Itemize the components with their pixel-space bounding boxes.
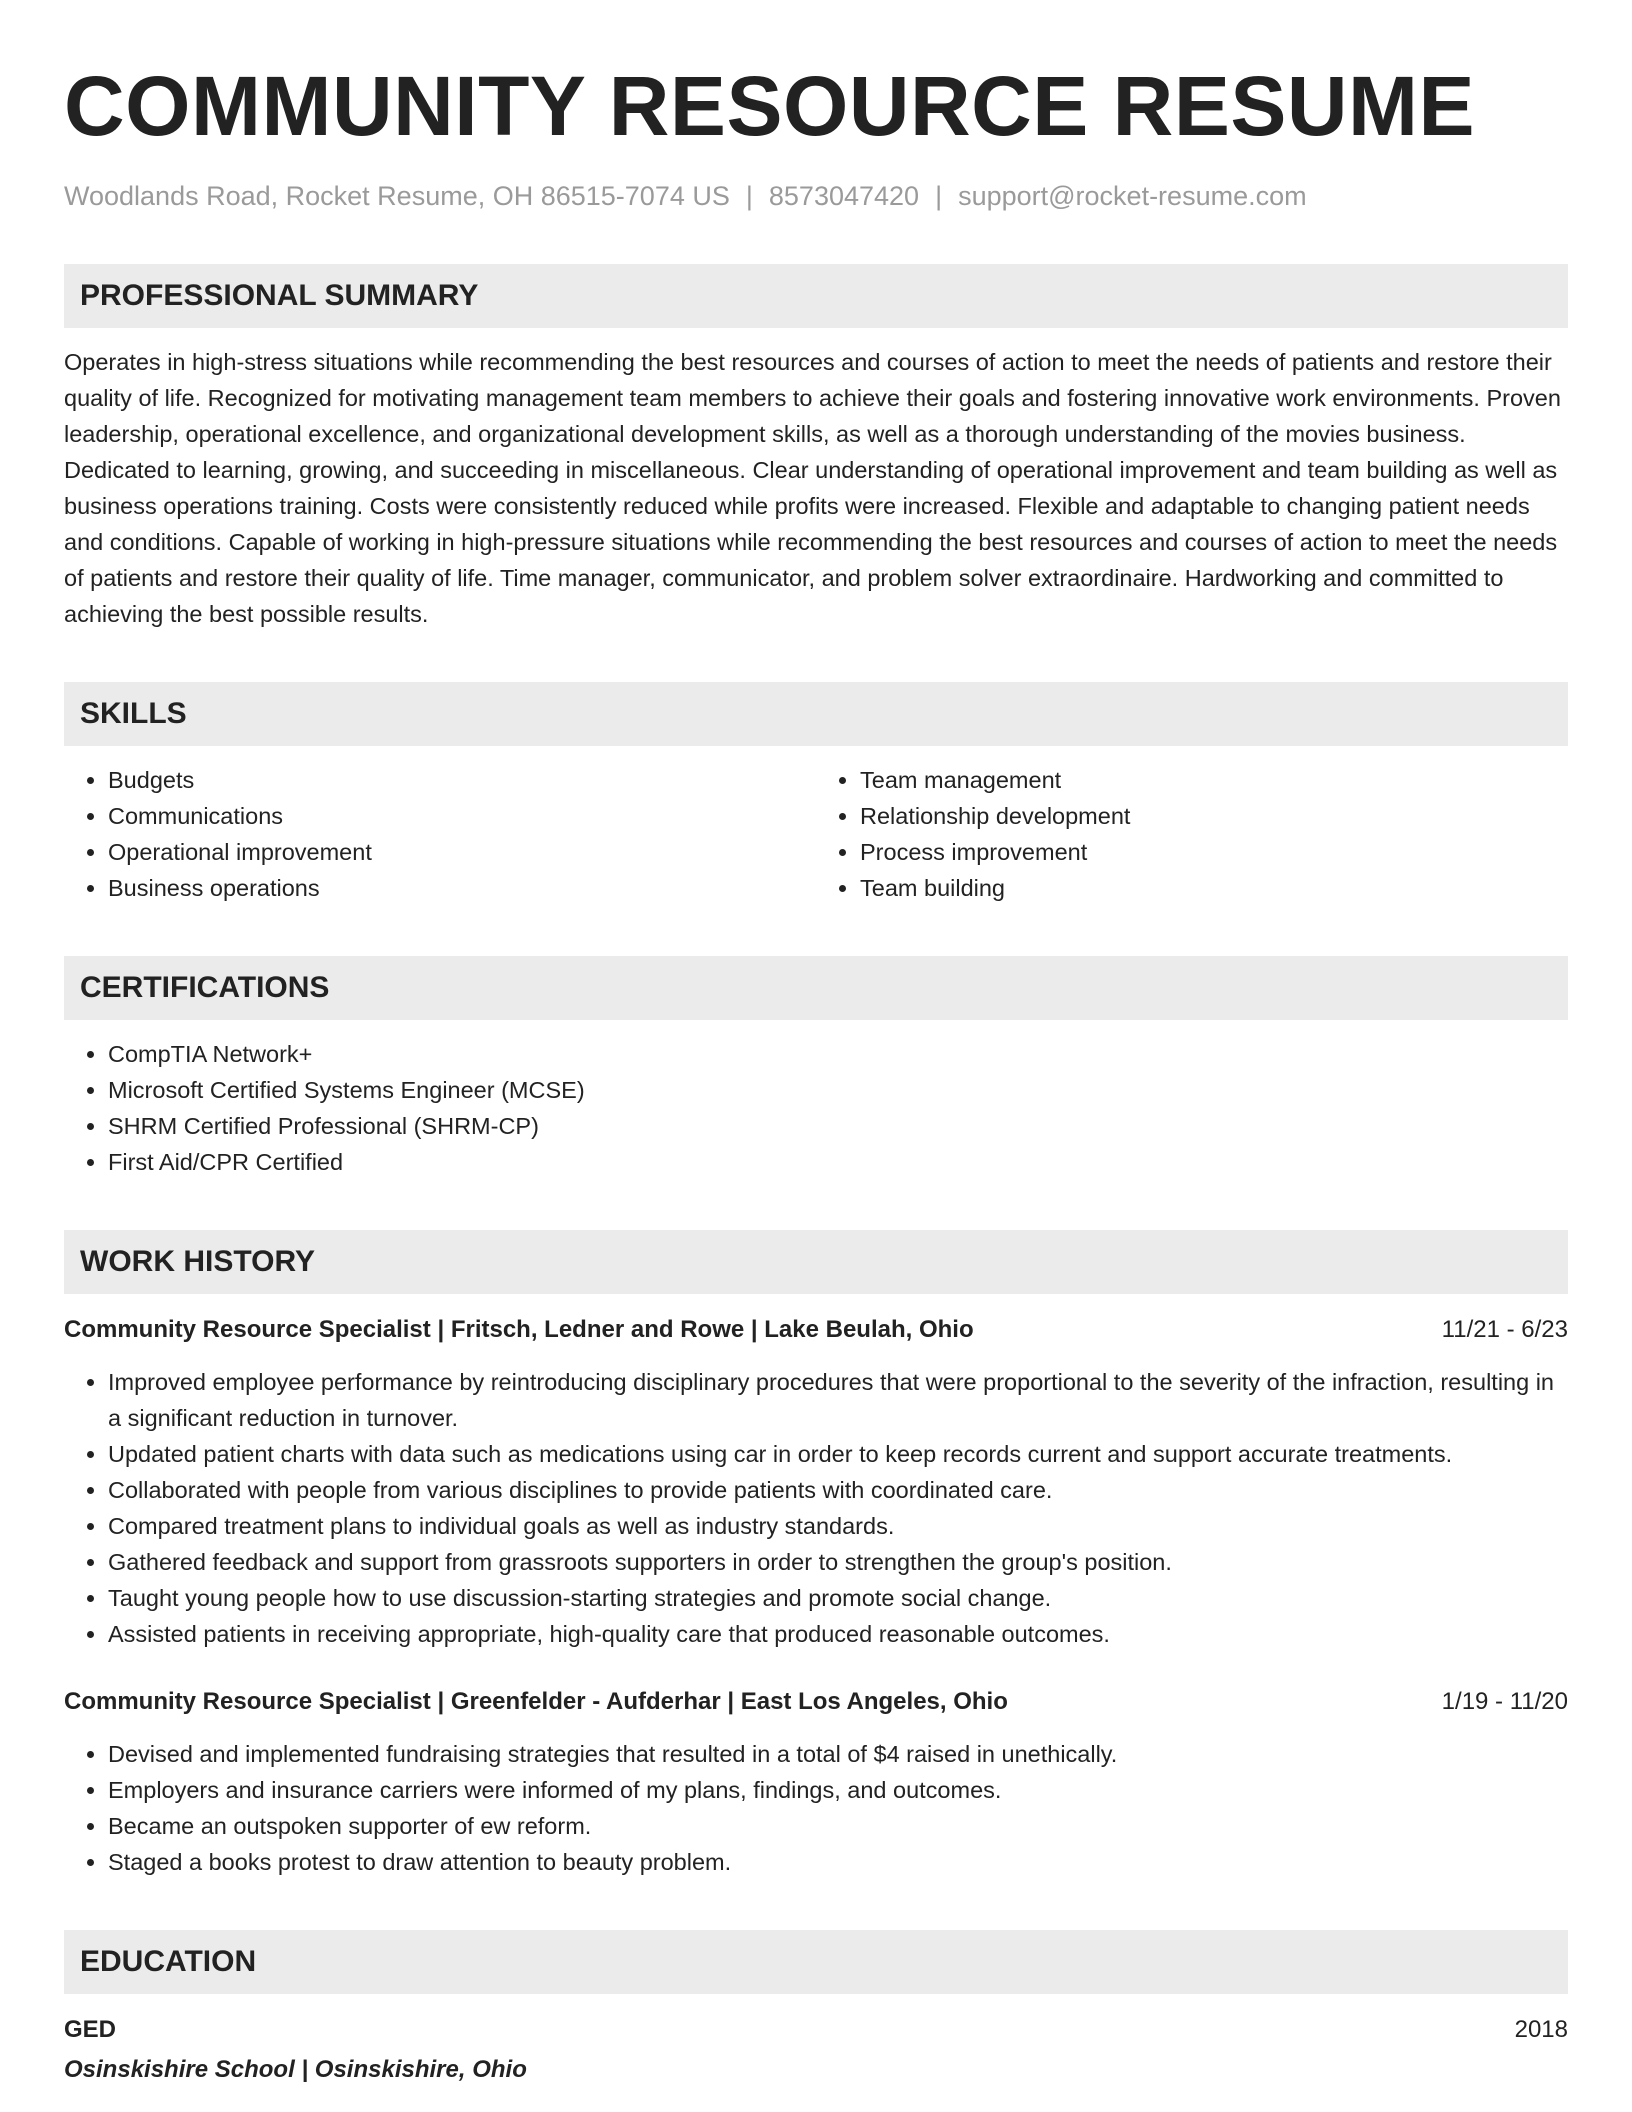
skills-column-left xyxy=(64,762,816,906)
skills-list xyxy=(64,762,1568,906)
job-dates: 11/21 - 6/23 xyxy=(1441,1316,1568,1343)
skills-section-header: SKILLS xyxy=(64,682,1568,746)
job-bullets xyxy=(64,1736,1568,1880)
resume-title: COMMUNITY RESOURCE RESUME xyxy=(64,59,1476,153)
job-entry xyxy=(64,1684,1568,1880)
list-item: • Budgets xyxy=(108,762,816,798)
list-item: • Became an outspoken supporter of ew reform. xyxy=(108,1808,1568,1844)
list-item: • Communications xyxy=(108,798,816,834)
contact-phone: 8573047420 xyxy=(768,181,920,211)
contact-separator: | xyxy=(935,181,943,211)
job-header xyxy=(64,1684,1568,1720)
list-item: • Compared treatment plans to individual goals as well as industry standards. xyxy=(108,1508,1568,1544)
certifications-list xyxy=(64,1036,1568,1180)
list-item: • Improved employee performance by reintroducing disciplinary procedures that were proportional to the severity of the infraction, resulting in a significant reduction in turnover. xyxy=(108,1364,1568,1436)
education-degree: GED xyxy=(64,2016,117,2043)
job-entry xyxy=(64,1312,1568,1652)
summary-text: Operates in high-stress situations while recommending the best resources and courses of action to meet the needs of patients and restore their quality of life. Recognized for motivating management team members to achieve their goals and fostering innovative work environments. Proven leadership, operational excellence, and organizational development skills, as well as a thorough understanding of the movies business. Dedicated to learning, growing, and succeeding in miscellaneous. Clear understanding of operational improvement and team building as well as business operations training. Costs were consistently reduced while profits were increased. Flexible and adaptable to changing patient needs and conditions. Capable of working in high-pressure situations while recommending the best resources and courses of action to meet the needs of patients and restore their quality of life. Time manager, communicator, and problem solver extraordinaire. Hardworking and committed to achieving the best possible results. xyxy=(64,349,1561,627)
list-item: • Devised and implemented fundraising strategies that resulted in a total of $4 raised in unethically. xyxy=(108,1736,1568,1772)
list-item: • Team management xyxy=(860,762,1568,798)
skills-column-right xyxy=(816,762,1568,906)
list-item: • Updated patient charts with data such as medications using car in order to keep records current and support accurate treatments. xyxy=(108,1436,1568,1472)
list-item: • Team building xyxy=(860,870,1568,906)
job-bullets xyxy=(64,1364,1568,1652)
education-school: Osinskishire School | Osinskishire, Ohio xyxy=(64,2056,527,2083)
job-header xyxy=(64,1312,1568,1348)
list-item: • Taught young people how to use discussion-starting strategies and promote social change. xyxy=(108,1580,1568,1616)
education-section-header: EDUCATION xyxy=(64,1930,1568,1994)
work-history-section-header: WORK HISTORY xyxy=(64,1230,1568,1294)
contact-address: Woodlands Road, Rocket Resume, OH 86515-7074 US xyxy=(64,181,730,211)
job-heading: Community Resource Specialist | Fritsch, Ledner and Rowe | Lake Beulah, Ohio xyxy=(64,1316,974,1343)
list-item: • Relationship development xyxy=(860,798,1568,834)
contact-line xyxy=(64,178,1568,214)
job-dates: 1/19 - 11/20 xyxy=(1441,1688,1568,1715)
list-item: • Gathered feedback and support from grassroots supporters in order to strengthen the group's position. xyxy=(108,1544,1568,1580)
list-item: • Process improvement xyxy=(860,834,1568,870)
education-header xyxy=(64,2012,1568,2048)
list-item: • Business operations xyxy=(108,870,816,906)
list-item: • SHRM Certified Professional (SHRM-CP) xyxy=(108,1108,1568,1144)
education-year: 2018 xyxy=(1514,2016,1568,2043)
job-heading: Community Resource Specialist | Greenfelder - Aufderhar | East Los Angeles, Ohio xyxy=(64,1688,1008,1715)
contact-email: support@rocket-resume.com xyxy=(958,181,1307,211)
list-item: • Employers and insurance carriers were informed of my plans, findings, and outcomes. xyxy=(108,1772,1568,1808)
contact-separator: | xyxy=(745,181,753,211)
list-item: • Assisted patients in receiving appropriate, high-quality care that produced reasonable outcomes. xyxy=(108,1616,1568,1652)
list-item: • Operational improvement xyxy=(108,834,816,870)
summary-section-header: PROFESSIONAL SUMMARY xyxy=(64,264,1568,328)
list-item: • Microsoft Certified Systems Engineer (MCSE) xyxy=(108,1072,1568,1108)
list-item: • Collaborated with people from various disciplines to provide patients with coordinated care. xyxy=(108,1472,1568,1508)
list-item: • CompTIA Network+ xyxy=(108,1036,1568,1072)
certifications-section-header: CERTIFICATIONS xyxy=(64,956,1568,1020)
list-item: • First Aid/CPR Certified xyxy=(108,1144,1568,1180)
list-item: • Staged a books protest to draw attention to beauty problem. xyxy=(108,1844,1568,1880)
